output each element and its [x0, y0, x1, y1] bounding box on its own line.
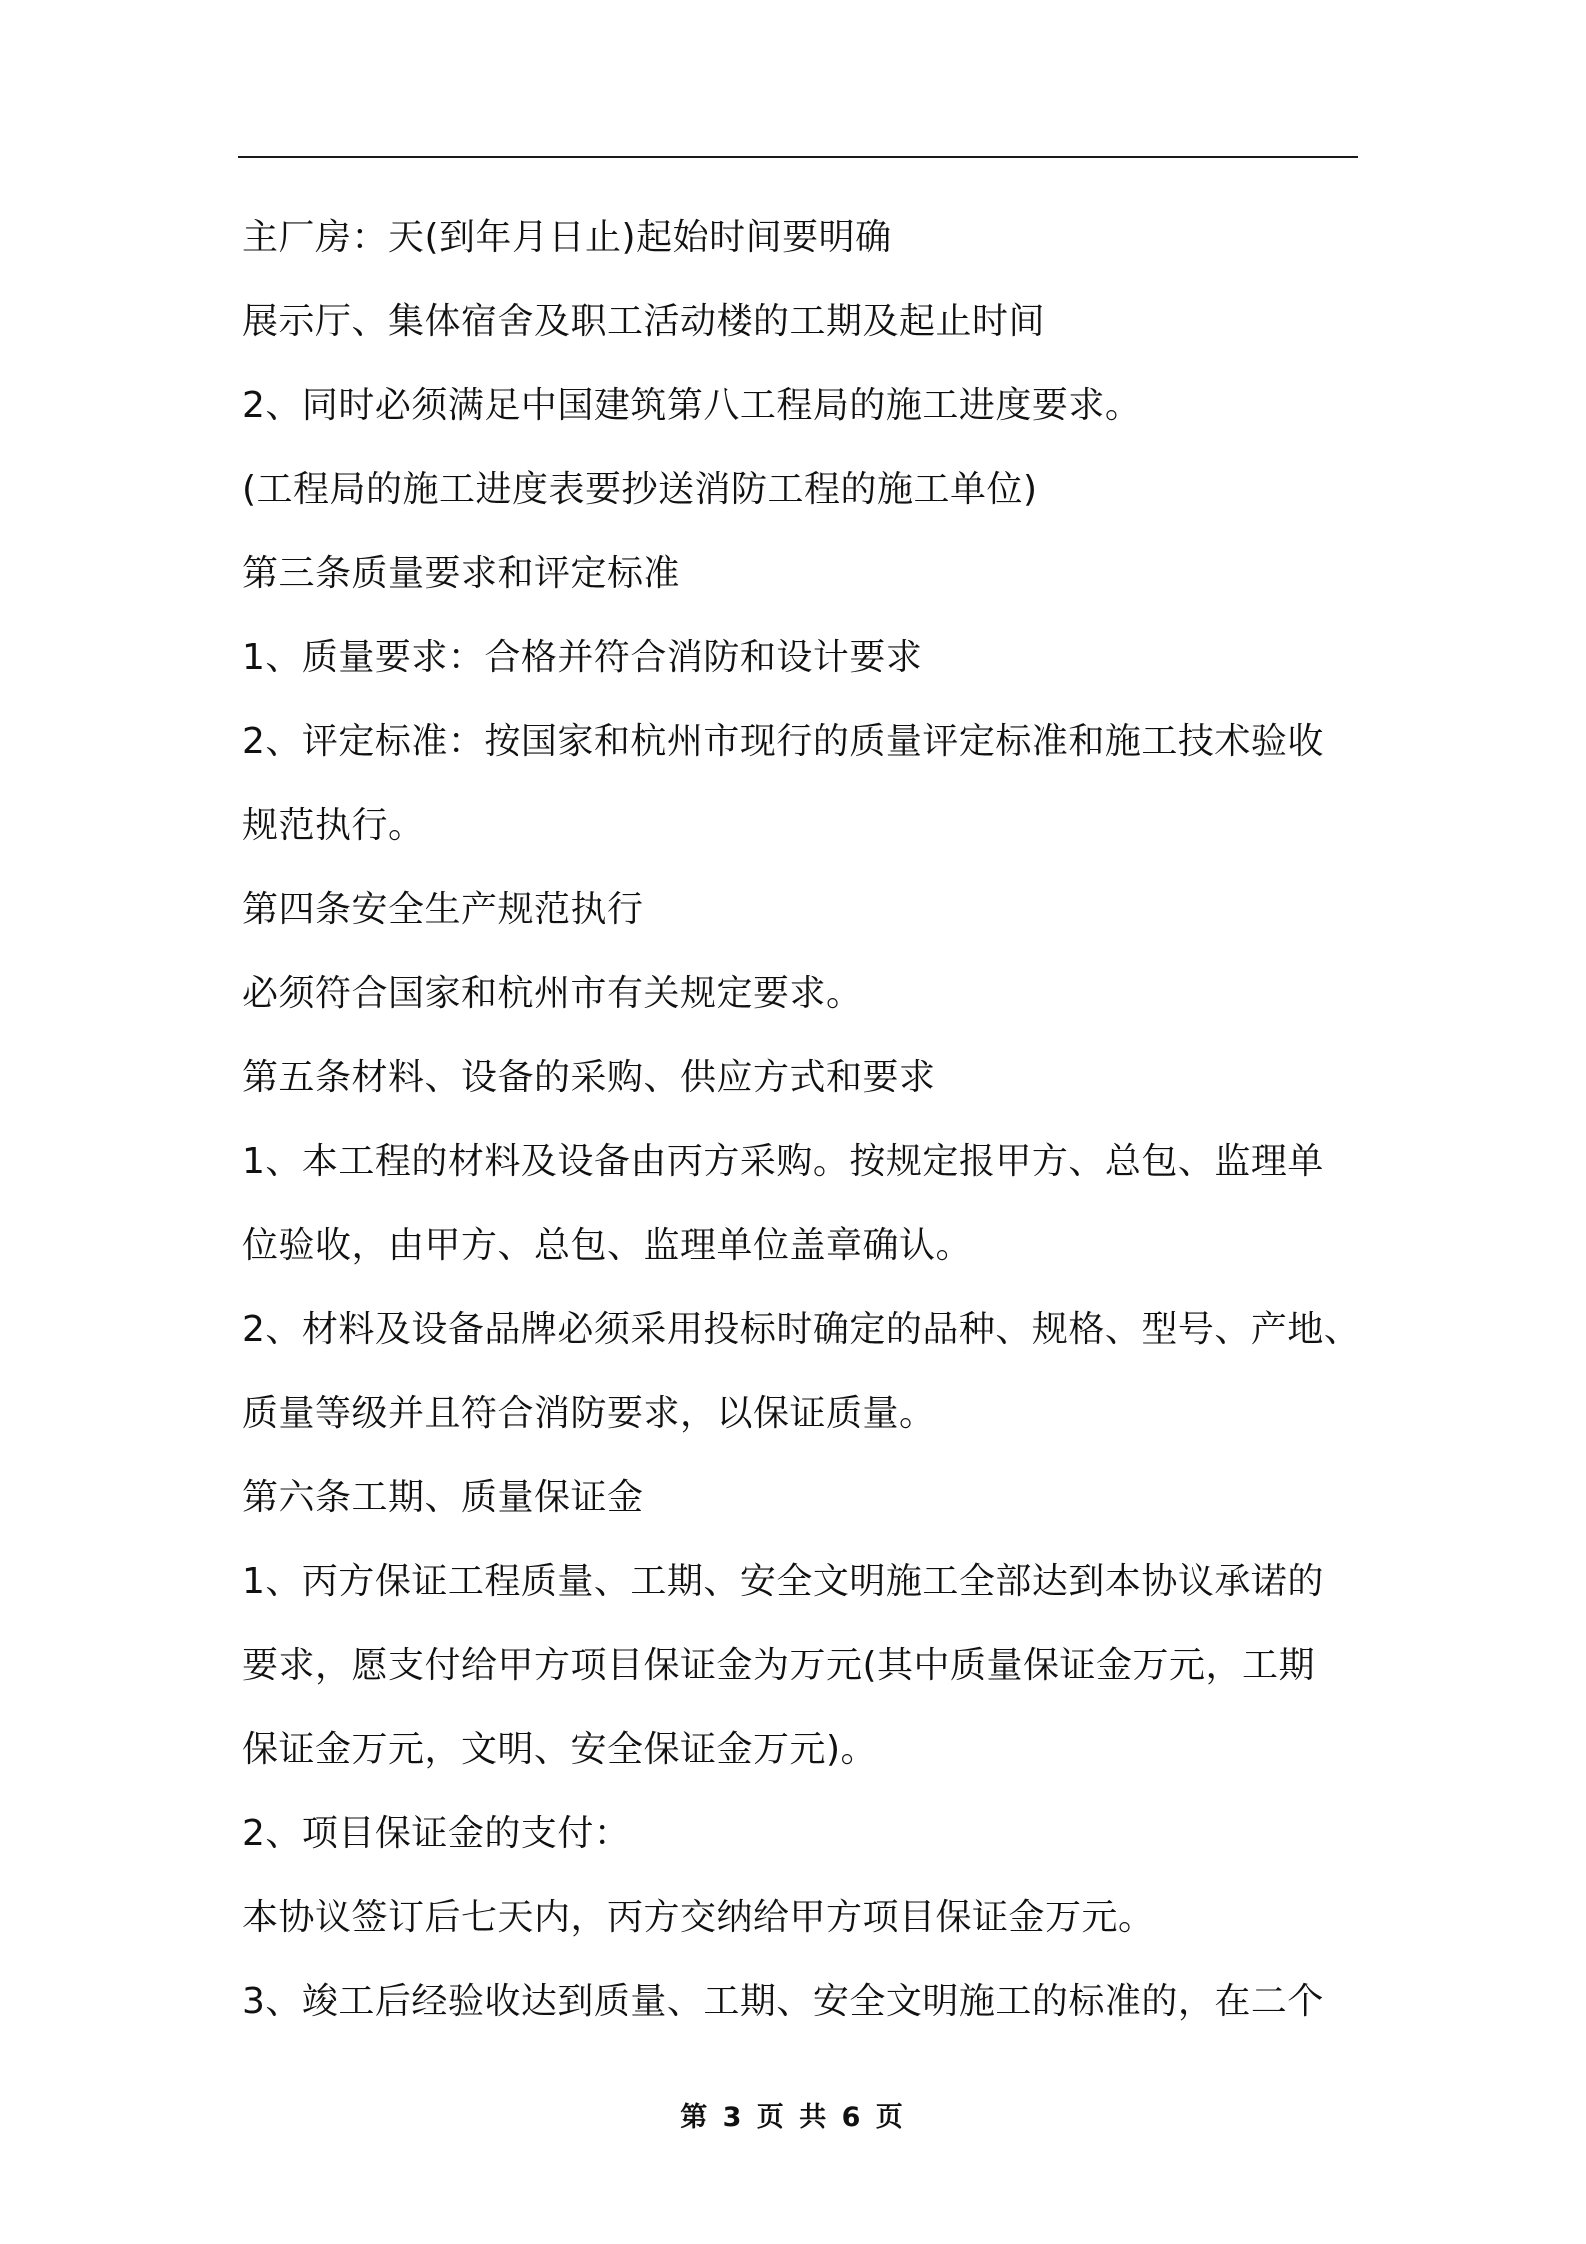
body-text: [242, 196, 1372, 2044]
text-line: 1、本工程的材料及设备由丙方采购。按规定报甲方、总包、监理单: [242, 1141, 1324, 1182]
text-line: 保证金万元，文明、安全保证金万元)。: [242, 1729, 878, 1770]
section-heading: 第四条安全生产规范执行: [242, 889, 644, 930]
text-line: 展示厅、集体宿舍及职工活动楼的工期及起止时间: [242, 301, 1046, 342]
section-heading: 第五条材料、设备的采购、供应方式和要求: [242, 1057, 936, 1098]
header-rule: [238, 156, 1358, 158]
text-line: 1、质量要求：合格并符合消防和设计要求: [242, 637, 923, 678]
section-heading: 第三条质量要求和评定标准: [242, 553, 681, 594]
text-line: 3、竣工后经验收达到质量、工期、安全文明施工的标准的，在二个: [242, 1981, 1324, 2022]
text-line: 2、评定标准：按国家和杭州市现行的质量评定标准和施工技术验收: [242, 721, 1324, 762]
text-line: 质量等级并且符合消防要求，以保证质量。: [242, 1393, 936, 1434]
text-line: 主厂房：天(到年月日止)起始时间要明确: [242, 217, 892, 258]
text-line: (工程局的施工进度表要抄送消防工程的施工单位): [242, 469, 1038, 510]
section-heading: 第六条工期、质量保证金: [242, 1477, 644, 1518]
text-line: 1、丙方保证工程质量、工期、安全文明施工全部达到本协议承诺的: [242, 1561, 1324, 1602]
text-line: 2、材料及设备品牌必须采用投标时确定的品种、规格、型号、产地、: [242, 1309, 1361, 1350]
page-number-footer: 第 3 页 共 6 页: [680, 2102, 906, 2133]
text-line: 本协议签订后七天内，丙方交纳给甲方项目保证金万元。: [242, 1897, 1155, 1938]
text-line: 要求，愿支付给甲方项目保证金为万元(其中质量保证金万元，工期: [242, 1645, 1316, 1686]
text-line: 2、项目保证金的支付：: [242, 1813, 631, 1854]
text-line: 位验收，由甲方、总包、监理单位盖章确认。: [242, 1225, 973, 1266]
text-line: 2、同时必须满足中国建筑第八工程局的施工进度要求。: [242, 385, 1142, 426]
text-line: 必须符合国家和杭州市有关规定要求。: [242, 973, 863, 1014]
text-line: 规范执行。: [242, 805, 425, 846]
